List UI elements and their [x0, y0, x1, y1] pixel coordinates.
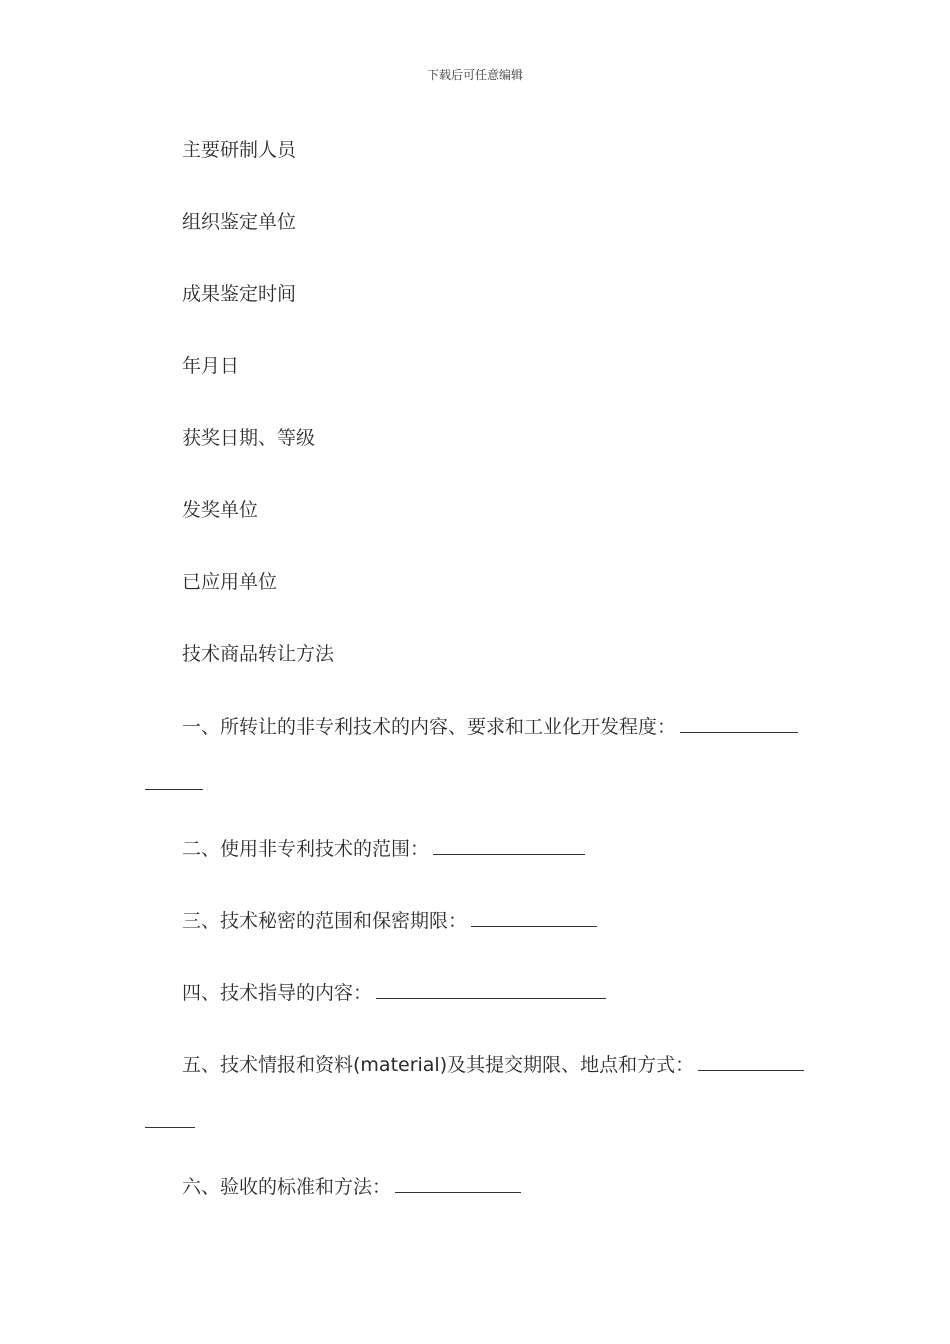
clause-5-blank-continued [145, 1126, 195, 1128]
clause-2-text: 二、使用非专利技术的范围： [182, 838, 430, 860]
clause-2-blank [433, 836, 585, 855]
clause-1-blank [680, 714, 798, 733]
clause-1-blank-continued [145, 788, 203, 790]
clause-1-text: 一、所转让的非专利技术的内容、要求和工业化开发程度： [182, 716, 677, 738]
clause-3-blank [471, 908, 597, 927]
field-label-appraisal-time: 成果鉴定时间 [182, 283, 297, 305]
clause-3-text: 三、技术秘密的范围和保密期限： [182, 910, 468, 932]
page-header: 下载后可任意编辑 [426, 68, 523, 82]
clause-6 [182, 1174, 521, 1200]
clause-5-text: 五、技术情报和资料(material)及其提交期限、地点和方式： [182, 1054, 695, 1076]
field-label-main-developers: 主要研制人员 [182, 139, 297, 161]
clause-2 [182, 836, 585, 862]
clause-4-blank [376, 980, 606, 999]
field-label-award-date-level: 获奖日期、等级 [182, 427, 316, 449]
clause-5 [182, 1052, 804, 1078]
clause-4 [182, 980, 606, 1006]
field-label-date: 年月日 [182, 355, 240, 377]
field-label-appraisal-org: 组织鉴定单位 [182, 211, 297, 233]
section-heading-transfer-method: 技术商品转让方法 [182, 643, 335, 665]
clause-1 [182, 714, 798, 740]
clause-3 [182, 908, 597, 934]
clause-6-text: 六、验收的标准和方法： [182, 1176, 392, 1198]
clause-4-text: 四、技术指导的内容： [182, 982, 373, 1004]
clause-6-blank [395, 1174, 521, 1193]
clause-5-blank [698, 1052, 804, 1071]
field-label-award-unit: 发奖单位 [182, 499, 259, 521]
field-label-applied-units: 已应用单位 [182, 571, 278, 593]
